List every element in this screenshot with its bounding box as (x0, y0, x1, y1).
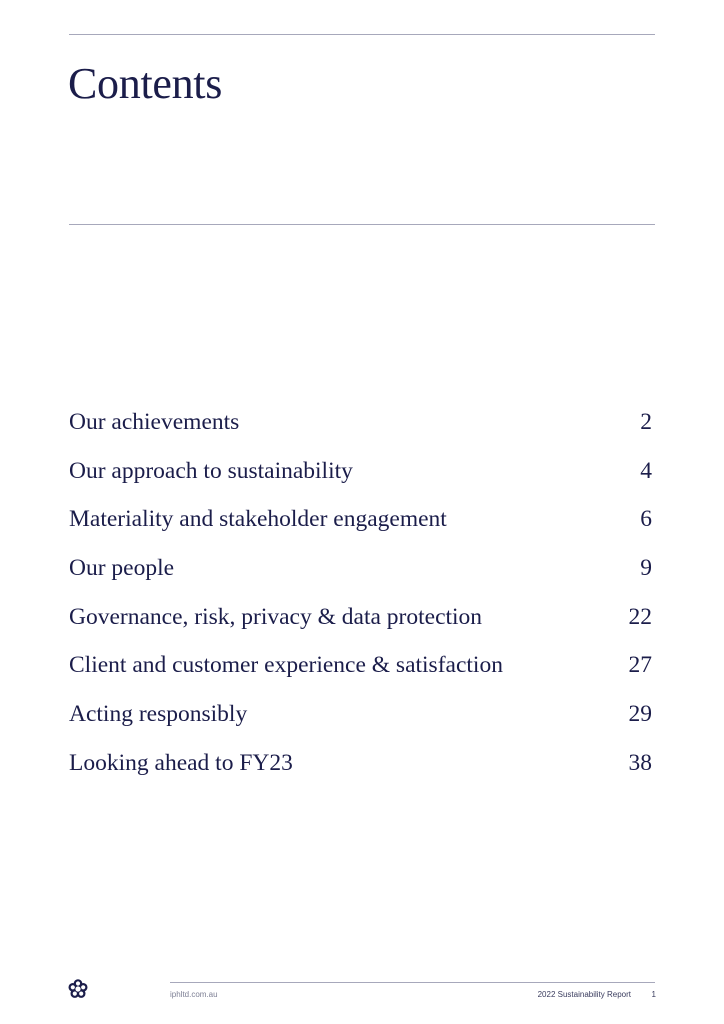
top-divider (69, 34, 655, 35)
toc-item-label: Materiality and stakeholder engagement (69, 506, 447, 533)
toc-item-page: 2 (640, 409, 652, 435)
toc-item-acting-responsibly[interactable] (69, 690, 652, 739)
footer-website-link[interactable]: iphltd.com.au (170, 990, 218, 999)
footer-divider (170, 982, 655, 983)
toc-item-label: Our people (69, 555, 175, 582)
toc-item-page: 27 (628, 652, 652, 679)
toc-item-label: Governance, risk, privacy & data protection (69, 603, 483, 630)
toc-item-page: 38 (628, 749, 652, 776)
toc-item-governance[interactable] (69, 593, 652, 642)
toc-item-label: Client and customer experience & satisfaction (69, 652, 503, 679)
toc-item-looking-ahead[interactable] (69, 739, 652, 788)
title-divider (69, 224, 655, 225)
toc-item-label: Our achievements (69, 409, 240, 435)
toc-item-materiality[interactable] (69, 495, 652, 544)
toc-item-client-experience[interactable] (69, 641, 652, 690)
toc-item-our-achievements[interactable] (69, 398, 652, 447)
toc-item-page: 29 (628, 701, 652, 728)
page-title: Contents (68, 59, 223, 108)
toc-item-label: Looking ahead to FY23 (69, 749, 293, 776)
flower-logo-icon (67, 978, 89, 1000)
toc-item-page: 4 (640, 457, 652, 484)
toc-item-approach-to-sustainability[interactable] (69, 447, 652, 496)
toc-item-our-people[interactable] (69, 544, 652, 593)
toc-item-page: 22 (628, 603, 652, 630)
footer-page-number: 1 (651, 990, 656, 999)
toc-item-page: 9 (640, 555, 652, 582)
footer-report-title: 2022 Sustainability Report (537, 990, 631, 999)
table-of-contents (69, 398, 652, 788)
toc-item-label: Acting responsibly (69, 701, 248, 728)
toc-item-page: 6 (640, 506, 652, 533)
toc-item-label: Our approach to sustainability (69, 457, 353, 484)
